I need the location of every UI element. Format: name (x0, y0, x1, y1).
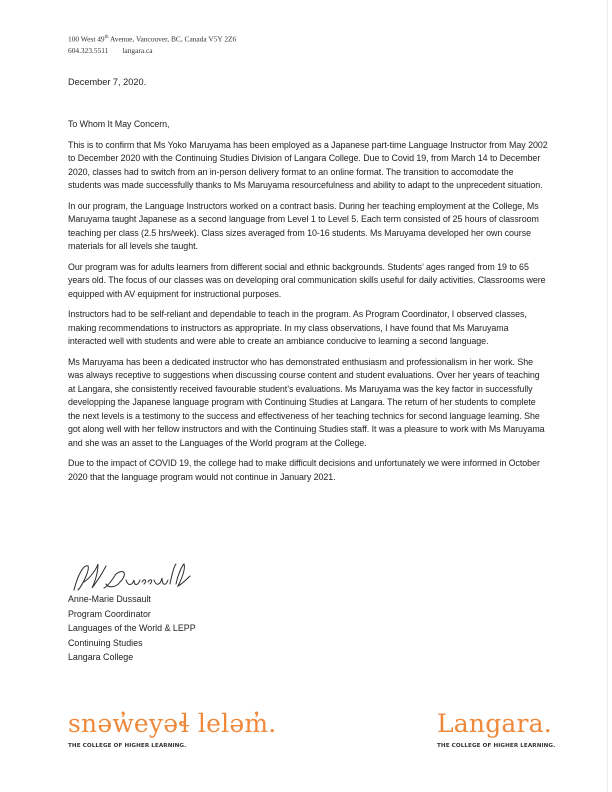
phone: 604.323.5511 (68, 46, 109, 56)
footer-logo-left (68, 710, 276, 749)
signatory-division: Continuing Studies (68, 637, 143, 648)
website: langara.ca (122, 46, 153, 56)
paragraph: Our program was for adults learners from different social and ethnic backgrounds. Students’ ages ranged from 19 to 65 years old. The focus of our classes was on developing oral communication skills useful for daily activities. Classrooms were equipped with AV equipment for instructional purposes. (68, 261, 546, 299)
address-rest: Avenue, Vancouver, BC, Canada V5Y 2Z6 (108, 34, 237, 44)
paragraph: In our program, the Language Instructors worked on a contract basis. During her teaching employment at the College, Ms Maruyama taught Japanese as a second language from Level 1 to Level 5. Each term consisted of 25 hours of classroom teaching per class (2.5 hrs/week). Class sizes averaged from 10-16 students. Ms Maruyama developed her own course materials for all levels she taught. (68, 200, 539, 251)
address-superscript: th (104, 35, 109, 40)
address: 100 West 49 (68, 34, 105, 44)
signatory-institution: Langara College (68, 652, 134, 663)
paragraph: Instructors had to be self-reliant and dependable to teach in the program. As Program Coordinator, I observed classes, making recommendations to instructors as appropriate. In my class observations, I have found that Ms Maruyama interacted well with students and were able to create an ambiance conducive to learning a second language. (68, 309, 527, 346)
letterhead (68, 32, 236, 57)
handwritten-signature (68, 560, 268, 592)
salutation: To Whom It May Concern, (68, 119, 170, 129)
contact-line (68, 45, 236, 57)
page-edge (607, 0, 608, 792)
indigenous-name-logo: snəw̓eyəɬ leləm̓. (68, 709, 277, 738)
footer-logo-right (437, 710, 555, 749)
langara-logo: Langara. (437, 709, 552, 738)
signatory-name: Anne-Marie Dussault (68, 594, 151, 604)
left-tagline: THE COLLEGE OF HIGHER LEARNING. (68, 743, 187, 749)
letter-body (68, 118, 548, 491)
letter-date: December 7, 2020. (68, 77, 147, 87)
right-tagline: THE COLLEGE OF HIGHER LEARNING. (437, 743, 556, 749)
signatory-title: Program Coordinator (68, 608, 151, 619)
signature-block (68, 560, 268, 665)
signatory-department: Languages of the World & LEPP (68, 623, 196, 634)
paragraph: Ms Maruyama has been a dedicated instructor who has demonstrated enthusiasm and professionalism in her work. She was always receptive to suggestions when discussing course content and student evaluations. Over her years of teaching at Langara, she consistently received favourable student’s evaluations. Ms Maruyama was the key factor in successfully developping the Japanese language program with Continuing Studies at Langara. The return of her students to complete the next levels is a testimony to the success and effectiveness of her teaching technics for second language learning. She got along well with her fellow instructors and with the Continuing Studies staff. It was a pleasure to work with Ms Maruyama and she was an asset to the Languages of the World program at the College. (68, 356, 545, 448)
paragraph: Due to the impact of COVID 19, the college had to make difficult decisions and unfortunately we were informed in October 2020 that the language program would not continue in January 2021. (68, 458, 540, 482)
address-line (68, 32, 236, 45)
signature-icon (68, 560, 198, 594)
paragraph: This is to confirm that Ms Yoko Maruyama has been employed as a Japanese part-time Language Instructor from May 2002 to December 2020 with the Continuing Studies Division of Langara College. Due to Covid 19, from March 14 to December 2020, classes had to switch from an in-person delivery format to an online format. The transition to accomodate the students was made successfully thanks to Ms Maruyama resourcefulness and ability to adapt to the unprecedent situation. (68, 139, 548, 190)
